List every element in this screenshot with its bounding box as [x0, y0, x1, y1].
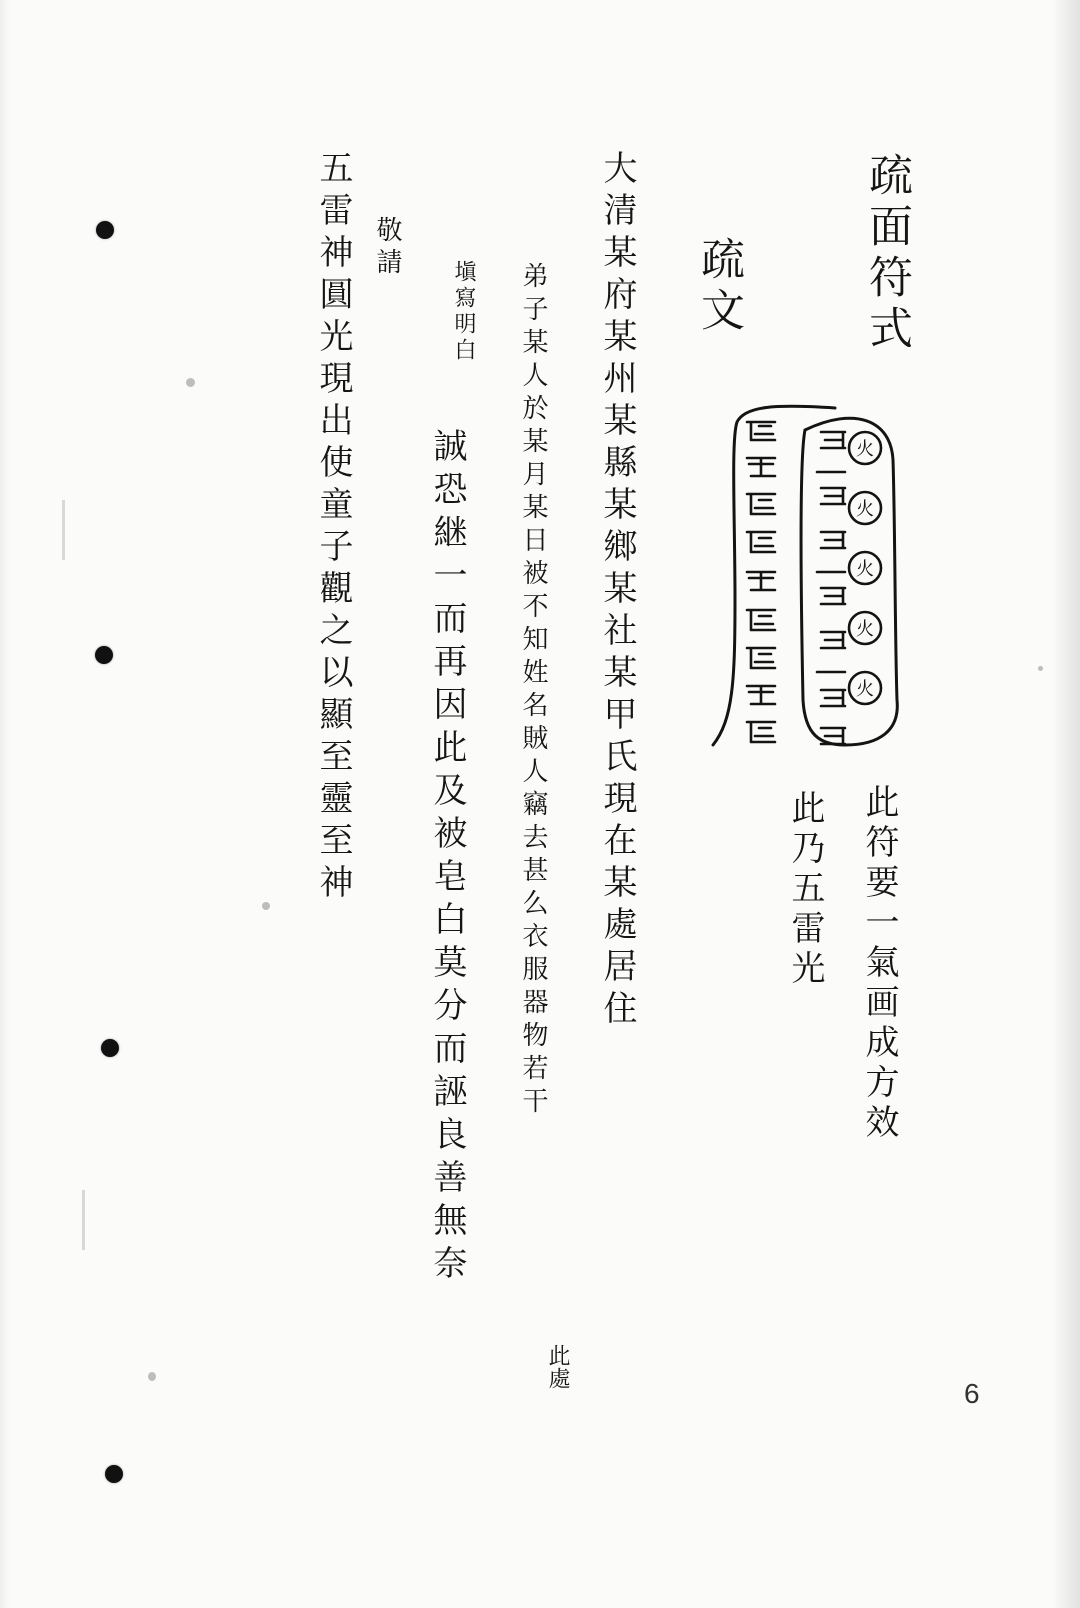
text-line-2-margin: 此處: [545, 1344, 570, 1390]
page-right-shadow: [1052, 0, 1080, 1608]
page-left-edge: [0, 0, 10, 1608]
text-line-2: 弟子某人於某月某日被不知姓名賊人竊去甚么衣服器物若干: [518, 262, 548, 1120]
talisman-note: 此乃五雷光: [785, 790, 825, 990]
fire-glyph: 火: [856, 559, 874, 580]
punch-hole: [95, 646, 113, 664]
fire-glyph: 火: [856, 679, 874, 700]
talisman-drawing: [705, 400, 925, 770]
text-line-1: 大清某府某州某縣某鄉某社某甲氏現在某處居住: [597, 150, 637, 1032]
section-heading: 疏文: [693, 236, 744, 338]
paper-speck: [148, 1372, 156, 1381]
fire-glyph: 火: [856, 439, 874, 460]
text-line-3: 誠恐継一而再因此及被皂白莫分而誣良善無奈: [427, 428, 467, 1288]
punch-hole: [105, 1465, 123, 1483]
page-title: 疏面符式: [861, 152, 912, 356]
fire-glyph: 火: [856, 499, 874, 520]
fire-glyph: 火: [856, 619, 874, 640]
text-line-4: 敬請: [372, 216, 402, 280]
page-number: 6: [964, 1378, 980, 1409]
binding-mark: [62, 500, 65, 560]
punch-hole: [96, 221, 114, 239]
paper-speck: [186, 378, 195, 387]
paper-speck: [1038, 666, 1043, 671]
punch-hole: [101, 1039, 119, 1057]
text-line-3-prefix: 塡寫明白: [451, 260, 476, 364]
paper-speck: [262, 902, 270, 910]
talisman-caption: 此符要一氣画成方效: [859, 784, 899, 1144]
binding-mark: [82, 1190, 85, 1250]
text-line-5: 五雷神圓光現出使童子觀之以顯至靈至神: [313, 150, 353, 906]
